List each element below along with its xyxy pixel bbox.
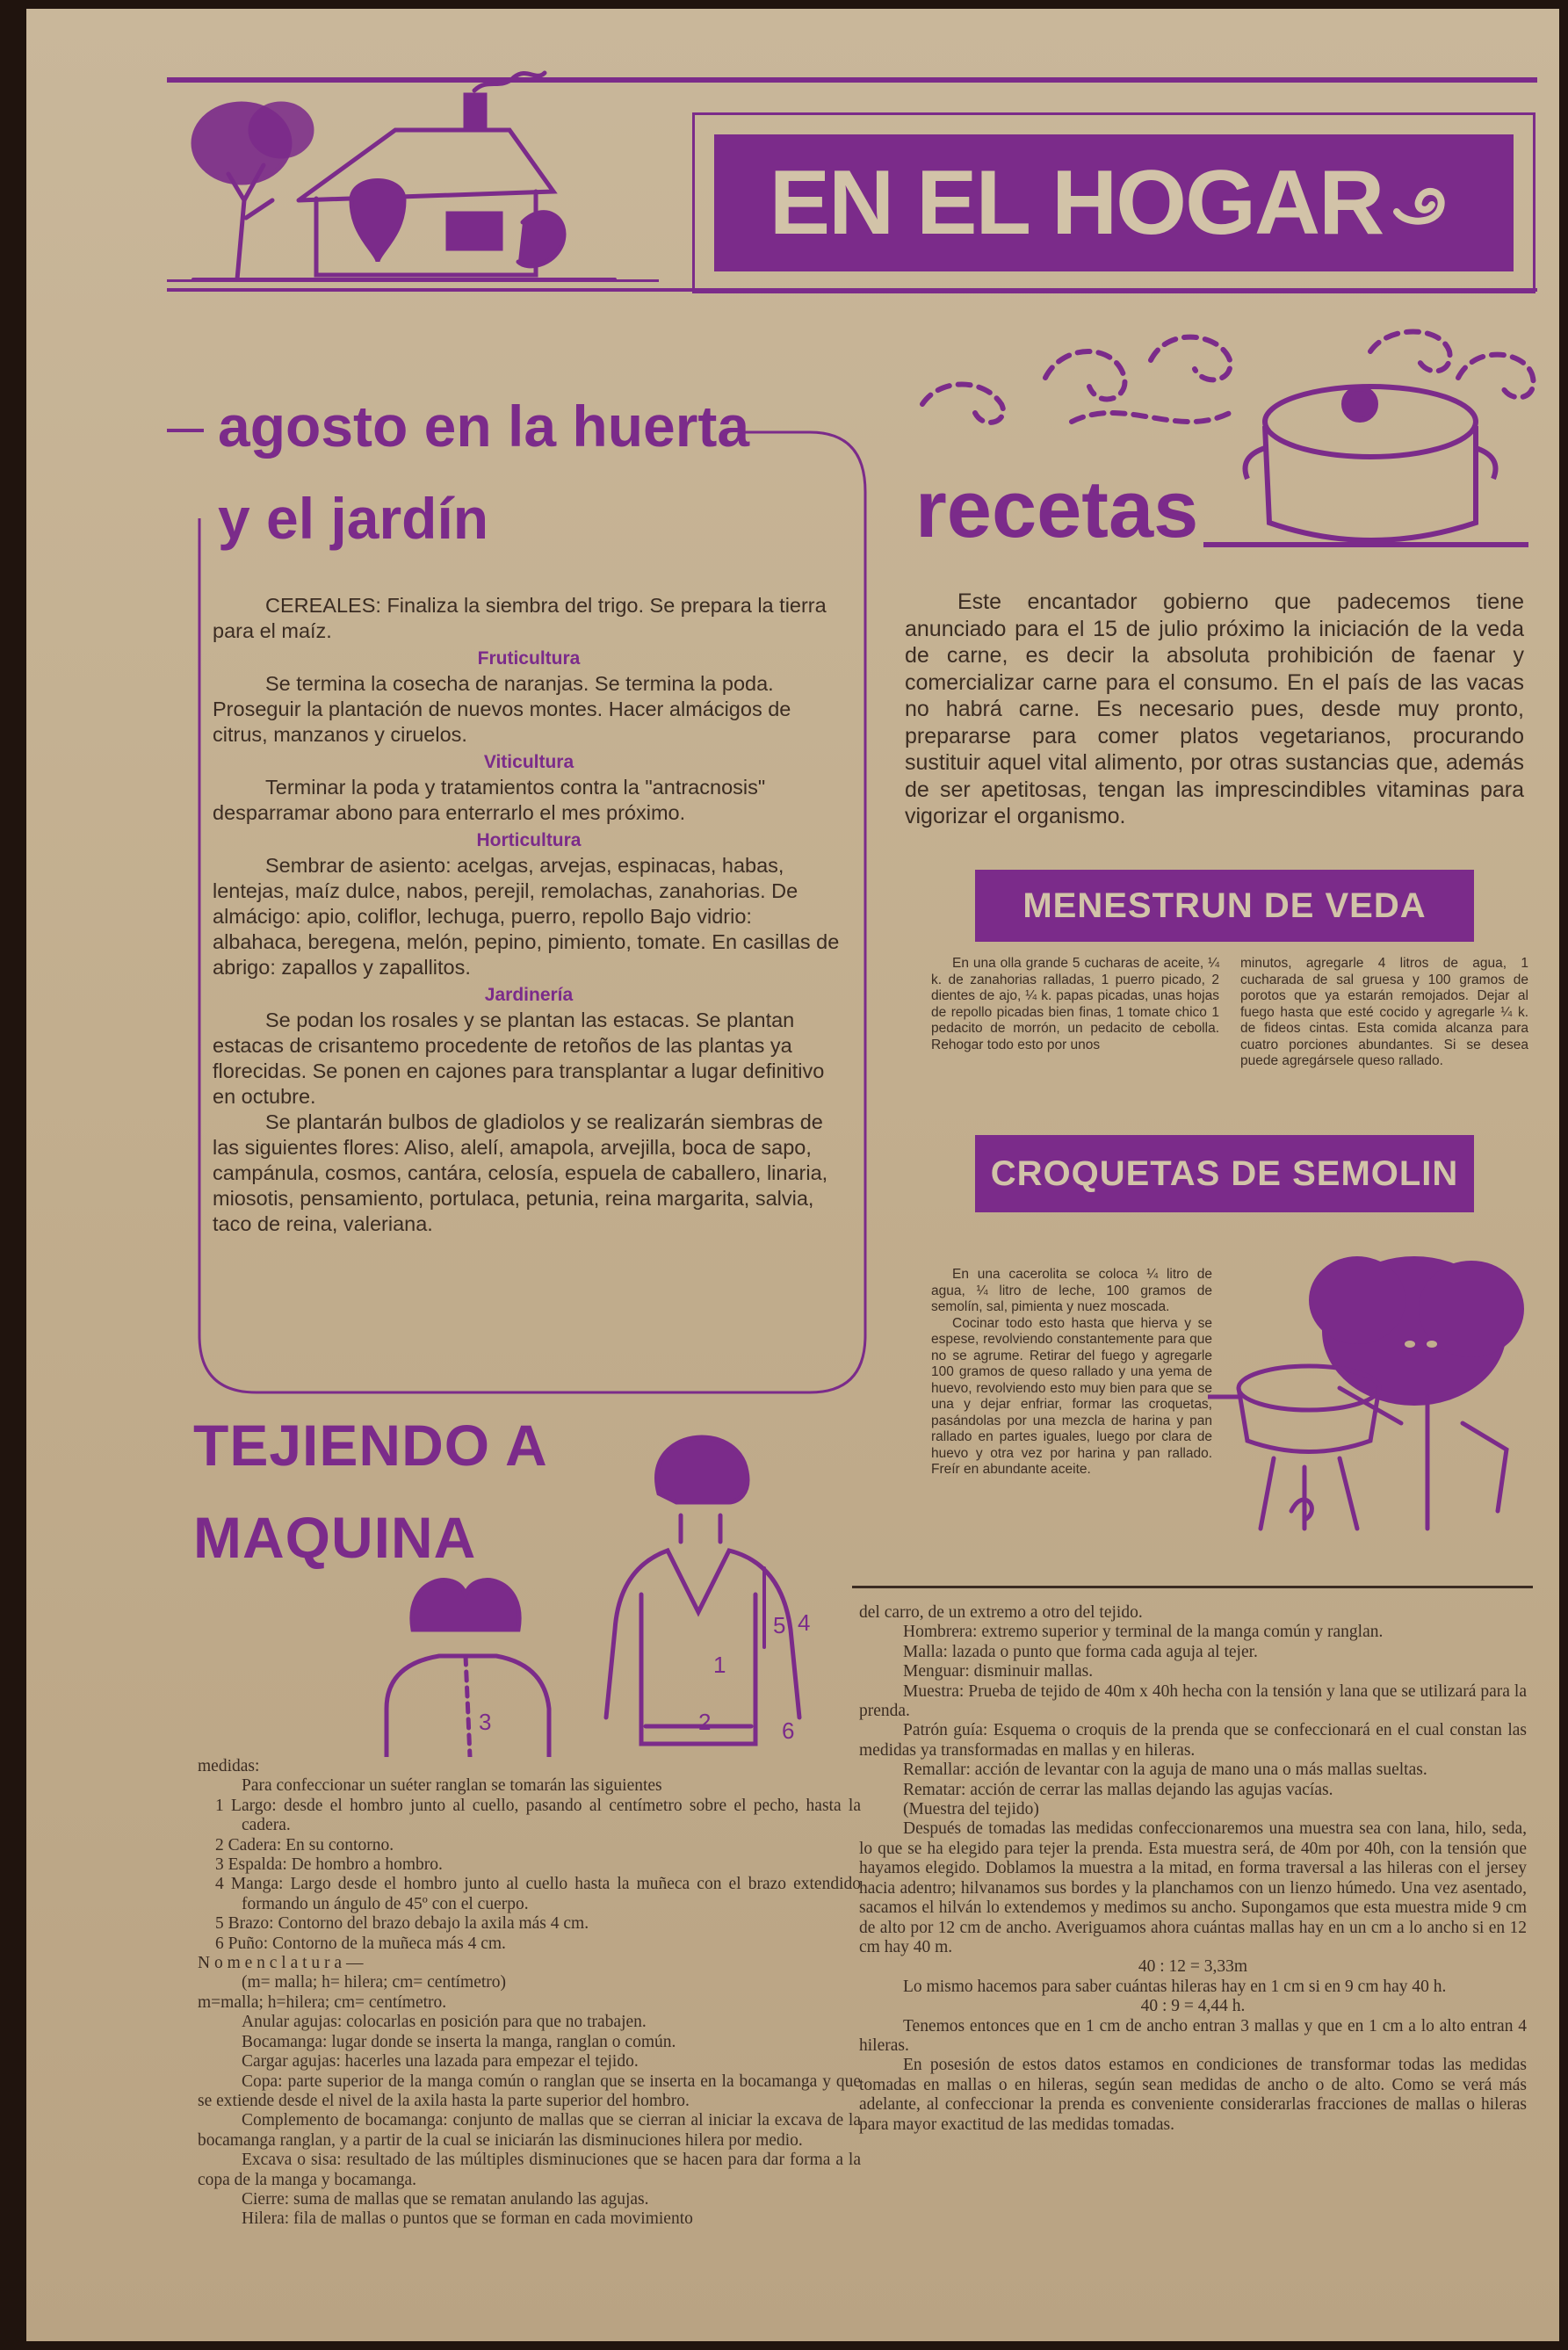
knit-right-11: Lo mismo hacemos para saber cuántas hileras hay en 1 cm si en 9 cm hay 40 h.: [903, 1977, 1447, 1996]
knit-right-12: 40 : 9 = 4,44 h.: [1140, 1997, 1246, 2016]
knit-left-4: 3 Espalda: De hombro a hombro.: [215, 1855, 443, 1875]
croquetas-p2: Cocinar todo esto hasta que hierva y se espese, revolviendo constantemente para que no se agrume. Retirar del fuego y agregarle 100 gramos de queso rallado y una yema de huevo, revolviendo esto muy bien para que se una y dejar enfriar, formar las croquetas, pasándolas por una mezcla de harina y pan rallado en partes iguales, luego por clara de huevo y otra vez por harina y pan rallado. Freír en abundante aceite.: [931, 1315, 1212, 1477]
sweater-label-1: 1: [713, 1652, 726, 1678]
knit-right-1: Hombrera: extremo superior y terminal de la manga común y ranglan.: [903, 1623, 1384, 1642]
knit-left-3: 2 Cadera: En su contorno.: [215, 1835, 394, 1855]
recipes-bottom-rule: [852, 1586, 1533, 1588]
garden-horticultura: Sembrar de asiento: acelgas, arvejas, espinacas, habas, lentejas, maíz dulce, nabos, perejil, remolachas, zanahorias. De almácigo: apio, coliflor, lechuga, puerro, repollo Bajo vidrio: albahaca, beregena, melón, pepino, pimiento, tomate. En casillas de abrigo: zapallos y zapallitos.: [213, 854, 840, 979]
knit-left-9: (m= malla; h= hilera; cm= centímetro): [242, 1973, 507, 1992]
knit-left-1: Para confeccionar un suéter ranglan se tomarán las siguientes: [242, 1776, 662, 1796]
knit-left-14: Copa: parte superior de la manga común o ranglan que se inserta en la bocamanga y que se extiende desde el nivel de la axila hasta la parte superior del hombro.: [198, 2072, 861, 2110]
knit-right-10: 40 : 12 = 3,33m: [1138, 1957, 1248, 1977]
sweater-label-3: 3: [479, 1709, 492, 1735]
header-box: [692, 112, 1535, 293]
knit-left-16: Excava o sisa: resultado de las múltiples disminuciones que se hacen para dar forma a la copa de la manga y bocamanga.: [198, 2151, 861, 2189]
knitting-left-column: [198, 1757, 861, 2230]
menestrun-title: MENESTRUN DE VEDA: [1022, 886, 1427, 925]
knitting-right-column: [859, 1603, 1527, 2135]
magazine-page: [26, 9, 1559, 2341]
sweater-label-4: 4: [798, 1609, 811, 1636]
menestrun-col2: [1240, 956, 1528, 1070]
garden-heading-jardineria: Jardinería: [484, 985, 574, 1005]
croquetas-banner: [975, 1135, 1474, 1212]
page-title: EN EL HOGAR: [769, 151, 1384, 254]
knit-left-12: Bocamanga: lugar donde se inserta la manga, ranglan o común.: [242, 2032, 676, 2051]
menestrun-col2-text: minutos, agregarle 4 litros de agua, 1 cucharada de sal gruesa y 100 gramos de porotos que ya estarán remojados. Dejar al fuego hasta que esté cocido y agregarle ¼ k. de fideos cintas. Esta comida alcanza para cuatro porciones abundantes. Si se desea puede agregársele queso rallado.: [1240, 956, 1528, 1068]
menestrun-col1-text: En una olla grande 5 cucharas de aceite, ¼ k. de zanahorias ralladas, 1 puerro picado, 2 dientes de ajo, ¼ k. papas picadas, unas hojas de repollo picadas bien finas, 1 tomate chico 1 pedacito de morrón, un pedacito de cebolla. Rehogar todo esto por unos: [931, 956, 1219, 1052]
garden-heading-horticultura: Horticultura: [476, 830, 582, 850]
croquetas-p1: En una cacerolita se coloca ¼ litro de agua, ¼ litro de leche, 100 gramos de semolín, sal, pimienta y nuez moscada.: [931, 1267, 1212, 1314]
knit-left-6: 5 Brazo: Contorno del brazo debajo la axila más 4 cm.: [215, 1914, 589, 1934]
knit-left-18: Hilera: fila de mallas o puntos que se forman en cada movimiento: [242, 2209, 693, 2229]
sweater-diagram: [351, 1419, 843, 1757]
knit-left-8: N o m e n c l a t u r a —: [198, 1954, 364, 1973]
knit-right-9: Después de tomadas las medidas confeccionaremos una muestra sea con lana, hilo, seda, lo que se ha elegido para tejer la prenda. Esta muestra será, de 40m por 40h, con la tensión que hayamos elegido. Doblamos la muestra a la mitad, en forma traversal a las hileras con el jersey hacia adentro; hilvanamos sus bordes y la planchamos con un lienzo húmedo. Una vez asentado, sacamos el hilván lo extendemos y medimos su ancho. Supongamos que esta muestra mide 9 cm de alto por 12 cm de ancho. Averiguamos ahora cuántas mallas hay en un cm a lo ancho si en 12 cm hay 40 m.: [859, 1819, 1527, 1956]
garden-fruticultura: Se termina la cosecha de naranjas. Se termina la poda. Proseguir la plantación de nuevos montes. Hacer almácigos de citrus, manzanos y ciruelos.: [213, 672, 791, 746]
knitting-title-line1: TEJIENDO A: [193, 1413, 548, 1478]
menestrun-col1: [931, 956, 1219, 1053]
cooking-pot-illustration: [914, 325, 1546, 562]
garden-body: [213, 593, 845, 1237]
garden-heading-fruticultura: Fruticultura: [477, 648, 581, 669]
knit-right-6: Remallar: acción de levantar con la aguja de mano una o más mallas sueltas.: [903, 1761, 1427, 1780]
knit-left-0: medidas:: [198, 1757, 260, 1775]
cook-illustration: [1208, 1247, 1537, 1537]
croquetas-title: CROQUETAS DE SEMOLIN: [990, 1153, 1459, 1193]
knit-left-2: 1 Largo: desde el hombro junto al cuello, pasando al centímetro sobre el pecho, hasta la cadera.: [215, 1796, 861, 1835]
knit-left-11: Anular agujas: colocarlas en posición para que no trabajen.: [242, 2013, 647, 2032]
house-illustration: [176, 69, 632, 297]
knit-left-17: Cierre: suma de mallas que se rematan anulando las agujas.: [242, 2189, 649, 2209]
recipes-title: recetas: [915, 465, 1199, 554]
knit-left-5: 4 Manga: Largo desde el hombro junto al cuello hasta la muñeca con el brazo extendido formando un ángulo de 45º con el cuerpo.: [215, 1875, 861, 1913]
menestrun-banner: [975, 870, 1474, 942]
sweater-label-6: 6: [782, 1717, 795, 1744]
knit-right-3: Menguar: disminuir mallas.: [903, 1662, 1094, 1681]
knit-right-5: Patrón guía: Esquema o croquis de la prenda que se confeccionará en el cual constan las medidas ya transformadas en mallas y en hileras.: [859, 1721, 1527, 1760]
sweater-label-5: 5: [773, 1612, 786, 1638]
knit-left-15: Complemento de bocamanga: conjunto de mallas que se cierran al iniciar la excava de la bocamanga ranglan, y a partir de la cual se iniciarán las disminuciones hilera por medio.: [198, 2111, 861, 2150]
knit-right-7: Rematar: acción de cerrar las mallas dejando las agujas vacías.: [903, 1780, 1333, 1799]
garden-title-line2: y el jardín: [218, 486, 489, 551]
knit-right-13: Tenemos entonces que en 1 cm de ancho entran 3 mallas y que en 1 cm a lo alto entran 4 hileras.: [859, 2016, 1527, 2055]
garden-heading-viticultura: Viticultura: [483, 752, 574, 772]
knit-left-7: 6 Puño: Contorno de la muñeca más 4 cm.: [215, 1934, 506, 1953]
recipes-intro: [905, 589, 1524, 830]
knit-right-14: En posesión de estos datos estamos en condiciones de transformar todas las medidas tomadas en mallas o en hileras, según sean medidas de ancho o de alto. Como se verá más adelante, al confeccionar la prenda es conveniente considerarlas fracciones de mallas o hileras para mayor exactitud de las medidas tomadas.: [859, 2056, 1527, 2134]
knit-right-2: Malla: lazada o punto que forma cada aguja al tejer.: [903, 1642, 1258, 1661]
sweater-label-2: 2: [698, 1709, 712, 1735]
header-banner: [714, 134, 1514, 271]
knit-right-0: del carro, de un extremo a otro del tejido.: [859, 1603, 1143, 1622]
knit-left-10: m=malla; h=hilera; cm= centímetro.: [198, 1992, 447, 2012]
knit-left-13: Cargar agujas: hacerles una lazada para empezar el tejido.: [242, 2052, 639, 2072]
croquetas-text: [931, 1267, 1212, 1479]
garden-bulbos: Se plantarán bulbos de gladiolos y se realizarán siembras de las siguientes flores: Aliso, alelí, amapola, arvejilla, boca de sapo, campánula, cosmos, cantára, celosía, espuela de caballero, linaria, miosotis, pensamiento, portulaca, petunia, reina margarita, salvia, taco de reina, valeriana.: [213, 1110, 828, 1235]
garden-title-line1: agosto en la huerta: [218, 394, 750, 459]
knit-right-4: Muestra: Prueba de tejido de 40m x 40h hecha con la tensión y lana que se utilizará para la prenda.: [859, 1681, 1527, 1721]
knitting-title-line2: MAQUINA: [193, 1505, 477, 1570]
knit-right-8: (Muestra del tejido): [903, 1800, 1039, 1819]
garden-viticultura: Terminar la poda y tratamientos contra la "antracnosis" desparramar abono para enterrarlo el mes próximo.: [213, 776, 766, 824]
curl-ornament-icon: [1388, 177, 1458, 229]
garden-jardineria: Se podan los rosales y se plantan las estacas. Se plantan estacas de crisantemo procedente de retoños de las plantas ya florecidas. Se ponen en cajones para transplantar a lugar definitivo en octubre.: [213, 1009, 825, 1108]
garden-cereales: CEREALES: Finaliza la siembra del trigo. Se prepara la tierra para el maíz.: [213, 594, 827, 642]
recipes-intro-text: Este encantador gobierno que padecemos tiene anunciado para el 15 de julio próximo la iniciación de la veda de carne, es decir la absoluta prohibición de faenar y comercializar carne para el consumo. En el país de las vacas no habrá carne. Es necesario pues, desde muy pronto, prepararse para comer platos vegetarianos, procurando sustituir aquel vital alimento, por otras sustancias que, además de ser apetitosas, tengan las imprescindibles vitaminas para vigorizar el organismo.: [905, 589, 1524, 828]
